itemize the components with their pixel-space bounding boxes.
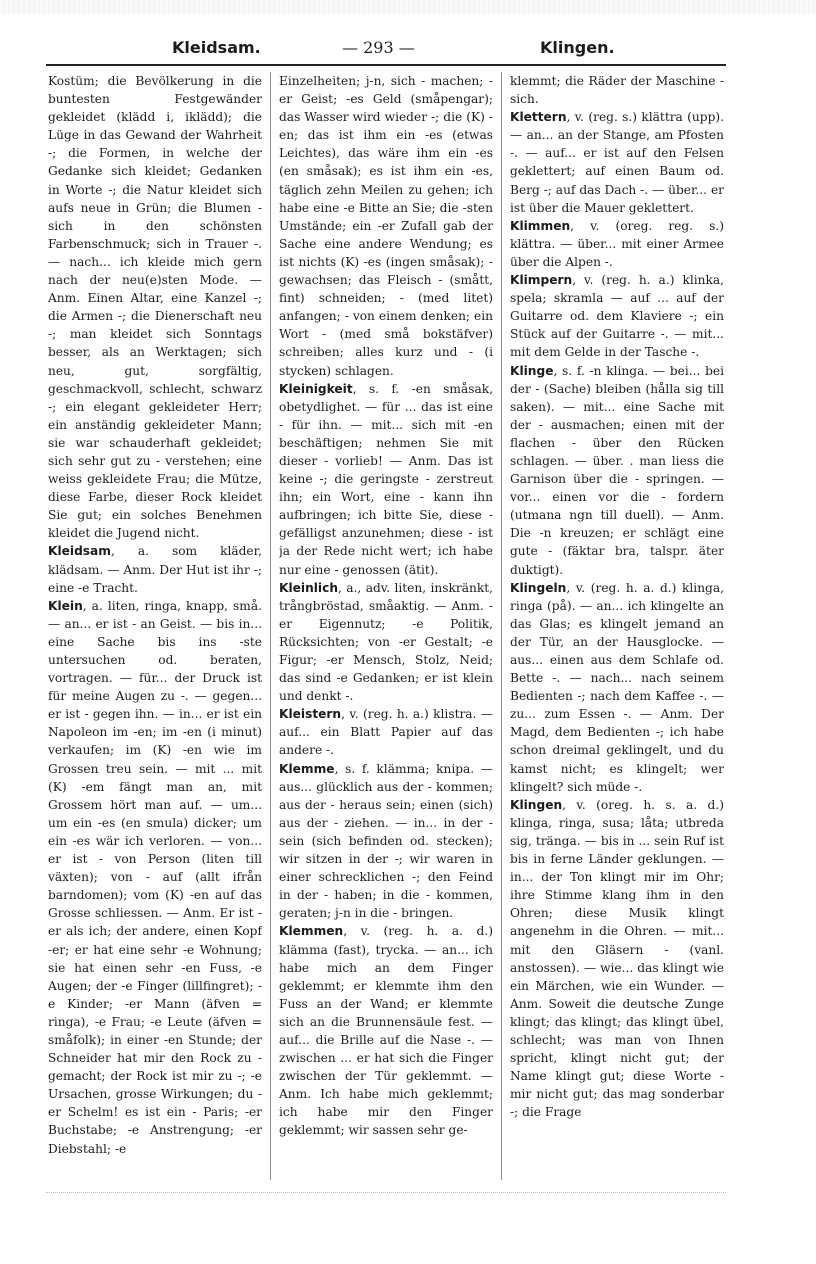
dictionary-entry: Kleinigkeit, s. f. -en småsak, obetydlighet. — für ... das ist eine - für ihn. — mit... sich mit -en beschäftigen; nehmen Sie mit dieser - vorlieb! — Anm. Das ist keine -; die geringste - zerstreut ihn; ein Wort, eine - kann ihn aufbringen; ich bitte Sie, diese - gefälligst anzunehmen; diese - ist ja der Rede nicht wert; ich habe nur eine - genossen (ätit). — [279, 381, 493, 577]
headword: Klemmen — [279, 924, 344, 939]
headword: Klingen — [510, 797, 563, 812]
headword: Kleinlich — [279, 580, 338, 595]
text-column-1 — [48, 72, 262, 1180]
paragraph: Kostüm; die Bevölkerung in die buntesten Festgewänder gekleidet (klädd i, iklädd); die Lüge in das Gewand der Wahrheit -; die Formen, in welche der Gedanke sich kleidet; Gedanken in Worte -; die Natur kleidet sich aufs neue in Grün; die Blumen - sich in den schönsten Farbenschmuck; sich in Trauer -. — nach... ich kleide mich gern nach der neu(e)sten Mode. — Anm. Einen Altar, eine Kanzel -; die Armen -; die Dienerschaft neu -; man kleidet sich Sonntags besser, als an Werktagen; sich neu, gut, sorgfältig, geschmackvoll, schlecht, schwarz -; ein elegant gekleideter Herr; ein anständig gekleideter Mann; sie war schauderhaft gekleidet; sich sehr gut zu - verstehen; eine weiss gekleidete Frau; die Mütze, diese Farbe, dieser Rock kleidet Sie gut; ein solches Benehmen kleidet die Jugend nicht. — [48, 74, 262, 541]
headword: Kleinigkeit — [279, 381, 353, 396]
page-number: — 293 — — [342, 38, 415, 57]
dictionary-entry: Kleistern, v. (reg. h. a.) klistra. — auf... ein Blatt Papier auf das andere -. — [279, 707, 493, 758]
dictionary-entry: Klingeln, v. (reg. h. a. d.) klinga, ringa (på). — an... ich klingelte an das Glas; es klingelt jemand an der Tür, an der Hausglocke. — aus... einen aus dem Schlafe od. Bette -. — nach... nach seinem Bedienten -; nach dem Kaffee -. — zu... zum Essen -. — Anm. Der Magd, dem Bedienten -; ich habe schon dreimal geklingelt, und du kamst nicht; es klingelt; wer klingelt? sich müde -. — [510, 580, 724, 794]
dictionary-entry: Kleidsam, a. som kläder, klädsam. — Anm. Der Hut ist ihr -; eine -e Tracht. — [48, 544, 262, 595]
header-rule — [46, 64, 726, 66]
dictionary-entry: Klemmen, v. (reg. h. a. d.) klämma (fast), trycka. — an... ich habe mich an dem Finger geklemmt; er klemmte ihm den Fuss an der Wand; er klemmte sich an die Brunnensäule fest. — auf... die Brille auf die Nase -. — zwischen ... er hat sich die Finger zwischen der Tür geklemmt. — Anm. Ich habe mich geklemmt; ich habe mir den Finger geklemmt; wir sassen sehr ge- — [279, 924, 493, 1138]
bottom-edge — [46, 1192, 726, 1193]
dictionary-entry: Kleinlich, a., adv. liten, inskränkt, trångbröstad, småaktig. — Anm. -er Eigennutz; -e Politik, Rücksichten; von -er Gestalt; -e Figur; -er Mensch, Stolz, Neid; das sind -e Gedanken; er ist klein und denkt -. — [279, 580, 493, 704]
column-divider — [270, 72, 271, 1180]
text-column-3 — [510, 72, 724, 1180]
dictionary-entry: Klinge, s. f. -n klinga. — bei... bei der - (Sache) bleiben (hålla sig till saken). — mit... eine Sache mit der - ausmachen; einen mit der flachen - über den Rücken schlagen. — über. . man liess die Garnison über die - springen. — vor... einen vor die - fordern (utmana ngn till duell). — Anm. Die -n kreuzen; er schlägt eine gute - (fäktar bra, talspr. äter duktigt). — [510, 363, 724, 577]
dictionary-entry: Klimpern, v. (reg. h. a.) klinka, spela; skramla — auf ... auf der Guitarre od. dem Klaviere -; ein Stück auf der Guitarre -. — mit... mit dem Gelde in der Tasche -. — [510, 273, 724, 360]
dictionary-entry: Klimmen, v. (oreg. reg. s.) klättra. — über... mit einer Armee über die Alpen -. — [510, 218, 724, 269]
text-column-2 — [279, 72, 493, 1180]
headword: Klinge — [510, 363, 554, 378]
paragraph: Einzelheiten; j-n, sich - machen; -er Geist; -es Geld (småpengar); das Wasser wird wieder -; die (K) -en; das ist ihm ein -es (etwas Leichtes), das wäre ihm ein -es (en småsak); es ist ihm ein -es, täglich zehn Meilen zu gehen; ich habe eine -e Bitte an Sie; die -sten Umstände; ein -er Zufall gab der Sache eine andere Wendung; es ist nichts (K) -es (ingen småsak); - gewachsen; das Fleisch - (smått, fint) schneiden; - (med litet) anfangen; - von einem denken; ein Wort - (med små bokstäfver) schreiben; alles kurz und - (i stycken) schlagen. — [279, 74, 493, 378]
dictionary-entry: Klingen, v. (oreg. h. s. a. d.) klinga, ringa, susa; låta; utbreda sig, tränga. — bis in ... sein Ruf ist bis in ferne Länder geklungen. — in... der Ton klingt mir im Ohr; ihre Stimme klang ihm in den Ohren; diese Musik klingt angenehm in die Ohren. — mit... mit den Gläsern - (vanl. anstossen). — wie... das klingt wie ein Märchen, wie ein Wunder. — Anm. Soweit die deutsche Zunge klingt; das klingt; das klingt übel, schlecht; was man von Ihnen spricht, klingt nicht gut; der Name klingt gut; diese Worte - mir nicht gut; das mag sonderbar -; die Frage — [510, 797, 724, 1120]
header-right-word: Klingen. — [540, 38, 615, 57]
running-header — [60, 32, 724, 62]
headword: Kleistern — [279, 707, 342, 722]
header-left-word: Kleidsam. — [172, 38, 261, 57]
headword: Klimpern — [510, 273, 573, 288]
paragraph: klemmt; die Räder der Maschine - sich. — [510, 74, 724, 107]
headword: Klettern — [510, 110, 567, 125]
dictionary-entry: Klettern, v. (reg. s.) klättra (upp). — an... an der Stange, am Pfosten -. — auf... er ist auf den Felsen geklettert; auf einen Baum od. Berg -; auf das Dach -. — über... er ist über die Mauer geklettert. — [510, 110, 724, 215]
scan-edge — [0, 0, 816, 14]
dictionary-entry: Klemme, s. f. klämma; knipa. — aus... glücklich aus der - kommen; aus der - heraus sein; einen (sich) aus der - ziehen. — in... in der - sein (sich befinden od. stecken); wir sitzen in der -; wir waren in einer schrecklichen -; den Feind in der - haben; in die - kommen, geraten; j-n in die - bringen. — [279, 761, 493, 921]
headword: Klemme — [279, 761, 335, 776]
headword: Kleidsam — [48, 544, 111, 559]
headword: Klingeln — [510, 580, 567, 595]
headword: Klein — [48, 598, 83, 613]
dictionary-entry: Klein, a. liten, ringa, knapp, små. — an... er ist - an Geist. — bis in... eine Sache bis ins -ste untersuchen od. beraten, vortragen. — für... der Druck ist für meine Augen zu -. — gegen... er ist - gegen ihn. — in... er ist ein Napoleon im -en; im -en (i minut) verkaufen; im (K) -en wie im Grossen treu sein. — mit ... mit (K) -em fängt man an, mit Grossem hört man auf. — um... um ein -es (en smula) dicker; um ein -es wär ich verloren. — von... er ist - von Person (liten till växten); von - auf (allt ifrån barndomen); vom (K) -en auf das Grosse schliessen. — Anm. Er ist -er als ich; der andere, einen Kopf -er; er hat eine sehr -e Wohnung; sie hat einen sehr -en Fuss, -e Augen; der -e Finger (lillfingret); -e Kinder; -er Mann (äfven = ringa), -e Frau; -e Leute (äfven = småfolk); in einer -en Stunde; der Schneider hat mir den Rock zu - gemacht; der Rock ist mir zu -; -e Ursachen, grosse Wirkungen; du -er Schelm! es ist ein - Paris; -er Buchstabe; -e Anstrengung; -er Diebstahl; -e — [48, 598, 262, 1156]
headword: Klimmen — [510, 218, 571, 233]
column-divider — [501, 72, 502, 1180]
